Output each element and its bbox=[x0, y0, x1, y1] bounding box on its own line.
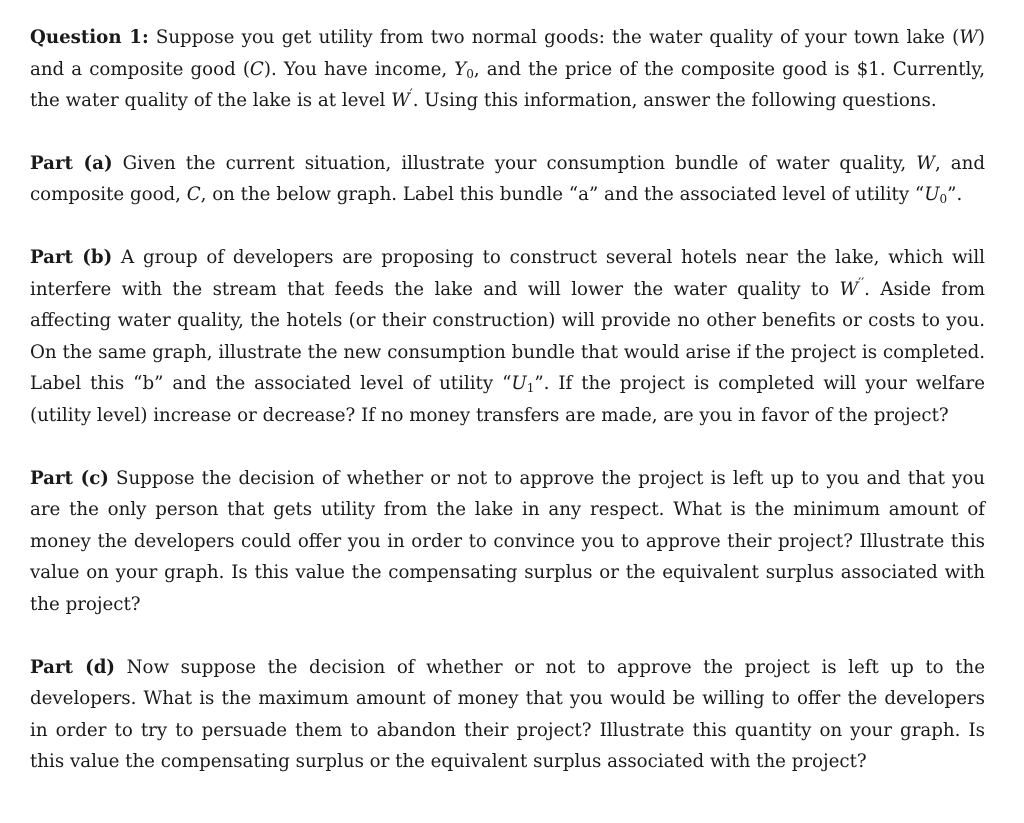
double-prime-mark: ′′ bbox=[858, 275, 865, 291]
question-1-text-5: . Using this information, answer the following questions. bbox=[412, 90, 937, 112]
part-c-paragraph bbox=[30, 463, 985, 621]
part-c-text: Suppose the decision of whether or not to approve the project is left up to you and that you are the only person that gets utility from the lake in any respect. What is the minimum amount of money the developers could offer you in order to convince you to approve their project? Illustrate this value on your graph. Is this value the compensating surplus or the equivalent surplus associated with the project? bbox=[30, 467, 985, 615]
question-1-heading: Question 1: bbox=[30, 27, 149, 48]
part-b-paragraph bbox=[30, 242, 985, 432]
var-y: Y bbox=[454, 58, 467, 80]
part-b-var-w: W bbox=[839, 278, 859, 300]
var-c: C bbox=[249, 58, 264, 80]
problem-sheet bbox=[30, 22, 985, 778]
part-a-var-u-subscript: 0 bbox=[939, 192, 948, 207]
part-d-paragraph bbox=[30, 652, 985, 778]
part-b-text-2: . Aside from affecting water quality, the hotels (or their construction) will provide no other benefits or costs to you. On the same graph, illustrate the new consumption bundle that would arise if the project is completed. Label this “b” and the associated level of utility “ bbox=[30, 278, 985, 395]
part-a-text-1: Given the current situation, illustrate your consumption bundle of water quality, bbox=[112, 152, 917, 174]
part-b-var-u-subscript: 1 bbox=[526, 381, 535, 396]
part-a-var-u: U bbox=[924, 184, 940, 206]
part-a-heading: Part (a) bbox=[30, 152, 113, 174]
question-1-paragraph bbox=[30, 22, 985, 117]
part-a-text-3: , on the below graph. Label this bundle “a” and the associated level of utility “ bbox=[200, 184, 925, 206]
question-1-text-3: ). You have income, bbox=[263, 58, 455, 80]
prime-mark: ′ bbox=[409, 87, 413, 103]
part-c-heading: Part (c) bbox=[30, 467, 109, 489]
part-a-paragraph bbox=[30, 148, 985, 211]
question-1-text-2: ) and a composite good ( bbox=[30, 27, 985, 80]
question-1-text-1: Suppose you get utility from two normal goods: the water quality of your town lake ( bbox=[155, 27, 960, 48]
part-a-var-c: C bbox=[186, 184, 201, 206]
question-1-text-4: , and the price of the composite good is $1. Currently, the water quality of the lake is at level bbox=[30, 58, 985, 112]
var-w: W bbox=[959, 27, 978, 48]
part-d-text: Now suppose the decision of whether or not to approve the project is left up to the developers. What is the maximum amount of money that you would be willing to offer the developers in order to try to persuade them to abandon their project? Illustrate this quantity on your graph. Is this value the compensating surplus or the equivalent surplus associated with the project? bbox=[30, 656, 985, 773]
part-d-heading: Part (d) bbox=[30, 656, 116, 678]
part-b-text-3: ”. If the project is completed will your welfare (utility level) increase or decrease? If no money transfers are made, are you in favor of the project? bbox=[30, 373, 986, 426]
var-w-prime: W bbox=[391, 90, 410, 112]
part-b-var-u: U bbox=[511, 373, 527, 395]
part-b-text-1: A group of developers are proposing to construct several hotels near the lake, which will interfere with the stream that feeds the lake and will lower the water quality to bbox=[30, 246, 986, 300]
part-b-heading: Part (b) bbox=[30, 246, 113, 268]
var-y-subscript: 0 bbox=[466, 66, 474, 81]
part-a-text-2: , and composite good, bbox=[30, 152, 985, 206]
part-a-var-w: W bbox=[916, 152, 935, 174]
part-a-text-4: ”. bbox=[947, 184, 963, 206]
